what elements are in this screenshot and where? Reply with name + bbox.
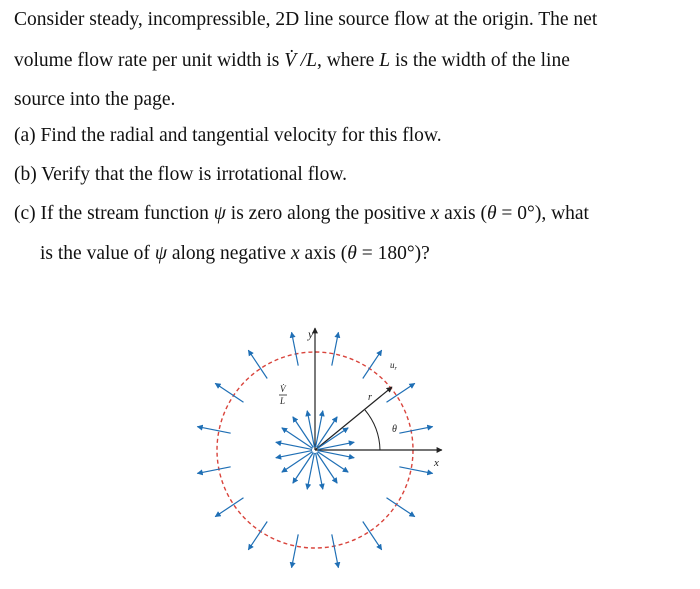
problem-intro-line-3 xyxy=(14,89,175,111)
theta-symbol-2: θ xyxy=(347,243,357,264)
outer-velocity-arrow xyxy=(292,534,299,567)
outer-velocity-arrow xyxy=(387,498,415,517)
outer-velocity-arrow xyxy=(215,383,243,402)
part-c-line2-text-c: axis ( xyxy=(299,243,348,264)
outer-velocity-arrow xyxy=(292,332,299,365)
part-c-text-b: is zero along the positive xyxy=(225,203,431,224)
part-c-line2-text-a: is the value of xyxy=(40,243,155,264)
part-c-text-c: axis ( xyxy=(439,203,487,224)
problem-part-c-line-1 xyxy=(14,203,589,225)
problem-intro-line-1 xyxy=(14,9,597,31)
x-variable: x xyxy=(430,203,440,224)
inner-velocity-arrow xyxy=(317,428,348,449)
outer-velocity-arrow xyxy=(399,467,432,474)
inner-velocity-arrow xyxy=(293,452,314,483)
outer-velocity-arrow xyxy=(387,383,415,402)
ur-label-u: u xyxy=(390,360,395,370)
part-c-line2-text-d: = 180°)? xyxy=(356,243,430,264)
part-c-line2-text-b: along negative xyxy=(166,243,291,264)
part-a-text: (a) Find the radial and tangential velocity for this flow. xyxy=(14,125,442,146)
intro-text-2a: volume flow rate per unit width is xyxy=(14,50,285,71)
outer-velocity-arrow xyxy=(248,522,267,550)
line-source-diagram xyxy=(180,318,450,583)
problem-part-c-line-2 xyxy=(40,243,430,265)
line-source-figure xyxy=(180,318,450,583)
theta-label: θ xyxy=(392,424,397,435)
part-c-text-d: = 0°), what xyxy=(496,203,589,224)
source-label-denominator: L xyxy=(280,396,286,406)
inner-velocity-arrow xyxy=(276,451,312,458)
outer-velocity-arrow xyxy=(399,427,432,434)
radius-r-line xyxy=(315,387,392,450)
outer-velocity-arrow xyxy=(215,498,243,517)
outer-velocity-arrow xyxy=(248,350,267,378)
inner-velocity-arrow xyxy=(276,442,312,449)
y-axis-label: y xyxy=(308,327,314,341)
part-b-text: (b) Verify that the flow is irrotational flow. xyxy=(14,164,348,185)
inner-velocity-arrow xyxy=(282,428,313,449)
stream-function-symbol-2: ψ xyxy=(154,243,167,264)
problem-part-a xyxy=(14,125,442,147)
x-axis-label: x xyxy=(434,457,439,469)
source-label-numerator: V̇ xyxy=(280,384,286,394)
intro-text-2b: , where xyxy=(316,50,380,71)
width-variable: L xyxy=(379,50,391,71)
outer-velocity-arrow xyxy=(197,427,230,434)
ur-label-sub: r xyxy=(394,366,397,372)
theta-symbol: θ xyxy=(486,203,497,224)
stream-function-symbol: ψ xyxy=(213,203,226,224)
outer-velocity-arrow xyxy=(332,534,339,567)
inner-velocity-arrow xyxy=(317,452,348,473)
inner-velocity-arrow xyxy=(307,453,314,489)
outer-velocity-arrow xyxy=(197,467,230,474)
inner-velocity-arrow xyxy=(317,452,338,483)
part-c-text-a: (c) If the stream function xyxy=(14,203,214,224)
inner-velocity-arrow xyxy=(316,453,323,489)
outer-velocity-arrow xyxy=(363,522,382,550)
inner-velocity-arrow xyxy=(318,451,354,458)
outer-velocity-arrow xyxy=(332,332,339,365)
outer-velocity-arrow xyxy=(363,350,382,378)
x-variable-2: x xyxy=(290,243,300,264)
inner-velocity-arrow xyxy=(307,411,314,447)
flow-rate-variable: V̇ /L xyxy=(284,50,317,71)
inner-velocity-arrow xyxy=(293,417,314,448)
problem-part-b xyxy=(14,164,347,186)
ur-label xyxy=(390,360,398,372)
intro-text-1: Consider steady, incompressible, 2D line source flow at the origin. The net xyxy=(14,9,598,30)
inner-velocity-arrow xyxy=(316,411,323,447)
intro-text-2c: is the width of the line xyxy=(390,50,570,71)
inner-velocity-arrow xyxy=(282,452,313,473)
intro-text-3: source into the page. xyxy=(14,89,176,110)
source-strength-label xyxy=(279,384,287,406)
inner-velocity-arrow xyxy=(317,417,338,448)
r-label: r xyxy=(368,392,372,403)
problem-intro-line-2 xyxy=(14,50,570,72)
theta-arc xyxy=(365,410,380,450)
